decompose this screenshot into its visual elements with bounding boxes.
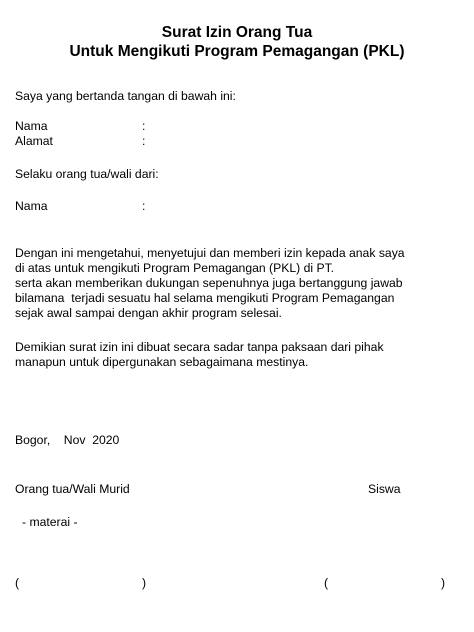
parent-name-label: Nama bbox=[15, 119, 48, 133]
closing-line-2: manapun untuk dipergunakan sebagaimana mestinya. bbox=[15, 355, 309, 369]
parent-signature-open-paren: ( bbox=[15, 576, 20, 590]
letter-title: Surat Izin Orang Tua bbox=[161, 24, 313, 41]
child-intro-text: Selaku orang tua/wali dari: bbox=[15, 167, 159, 181]
parent-name-colon: : bbox=[142, 119, 146, 133]
body-line-2: di atas untuk mengikuti Program Pemagangan (PKL) di PT. bbox=[15, 261, 335, 275]
student-signature-label: Siswa bbox=[368, 482, 401, 496]
parent-signature-close-paren: ) bbox=[142, 576, 147, 590]
body-line-1: Dengan ini mengetahui, menyetujui dan memberi izin kepada anak saya bbox=[15, 246, 405, 260]
child-name-colon: : bbox=[142, 199, 146, 213]
student-signature-close-paren: ) bbox=[441, 576, 446, 590]
body-line-4: bilamana terjadi sesuatu hal selama mengikuti Program Pemagangan bbox=[15, 291, 395, 305]
place-date: Bogor, Nov 2020 bbox=[15, 433, 120, 447]
intro-text: Saya yang bertanda tangan di bawah ini: bbox=[15, 89, 236, 103]
child-name-label: Nama bbox=[15, 199, 48, 213]
body-line-5: sejak awal sampai dengan akhir program selesai. bbox=[15, 306, 282, 320]
student-signature-open-paren: ( bbox=[324, 576, 329, 590]
parent-signature-label: Orang tua/Wali Murid bbox=[15, 482, 130, 496]
parent-address-colon: : bbox=[142, 134, 146, 148]
parent-address-label: Alamat bbox=[15, 134, 53, 148]
materai-note: - materai - bbox=[22, 515, 78, 529]
letter-subtitle: Untuk Mengikuti Program Pemagangan (PKL) bbox=[69, 43, 405, 60]
closing-line-1: Demikian surat izin ini dibuat secara sadar tanpa paksaan dari pihak bbox=[15, 340, 384, 354]
body-line-3: serta akan memberikan dukungan sepenuhnya juga bertanggung jawab bbox=[15, 276, 403, 290]
